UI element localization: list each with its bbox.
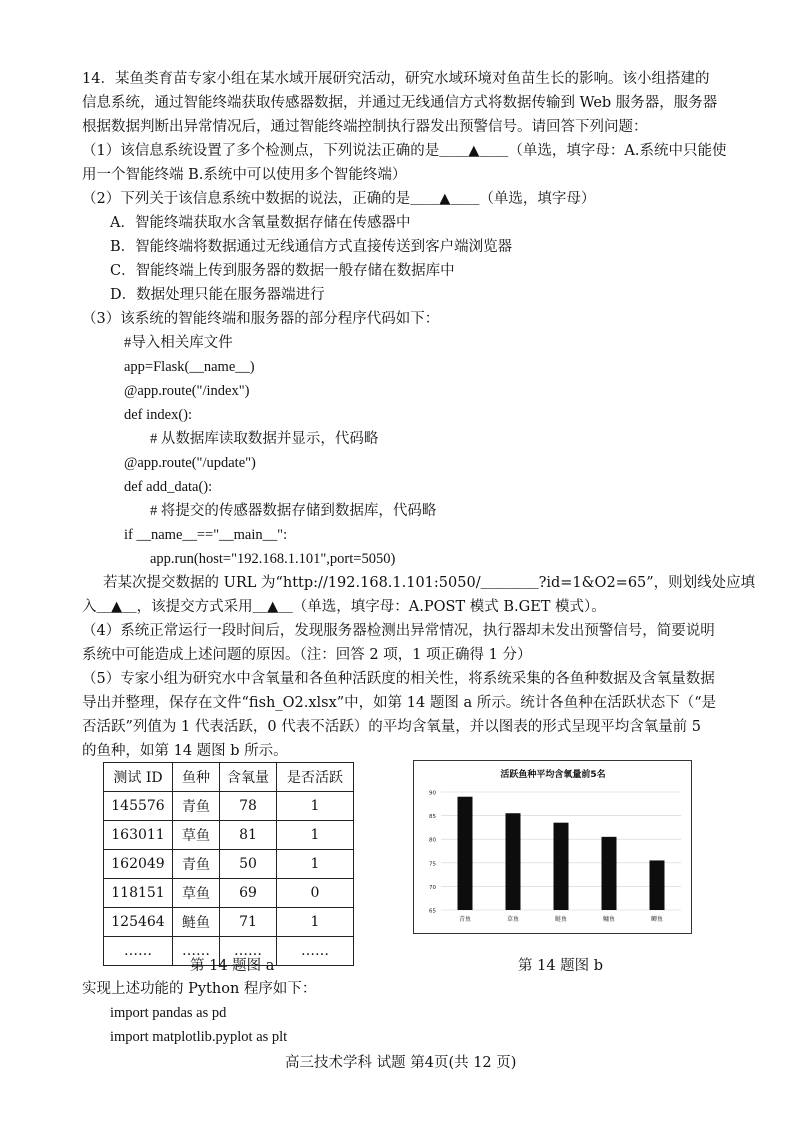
table-cell: 162049 [104, 850, 173, 879]
fish-data-table [103, 762, 354, 966]
table-header-cell: 是否活跃 [277, 763, 354, 792]
x-tick-label: 草鱼 [506, 916, 520, 923]
code-line: @app.route("/update") [124, 455, 256, 471]
table-cell: 青鱼 [173, 850, 220, 879]
code-line: def index(): [124, 407, 193, 423]
table-cell: 0 [277, 879, 354, 908]
code-line: def add_data(): [124, 479, 213, 495]
sub-question-2-stem: （2）下列关于该信息系统中数据的说法，正确的是＿＿▲＿＿（单选，填字母） [82, 191, 596, 207]
table-cell: 草鱼 [173, 879, 220, 908]
table-cell: 71 [220, 908, 277, 937]
table-cell: 1 [277, 850, 354, 879]
x-tick-label: 青鱼 [458, 916, 472, 923]
question-intro-line-1: 14．某鱼类育苗专家小组在某水域开展研究活动，研究水域环境对鱼苗生长的影响。该小组搭建的 [82, 71, 710, 87]
code-line: @app.route("/index") [124, 383, 250, 399]
sub-question-4-line-2: 系统中可能造成上述问题的原因。（注：回答 2 项，1 项正确得 1 分） [82, 647, 532, 663]
sub-question-4-line-1: （4）系统正常运行一段时间后，发现服务器检测出异常情况，执行器却未发出预警信号，简要说明 [82, 623, 715, 639]
table-cell: 145576 [104, 792, 173, 821]
table-cell: 78 [220, 792, 277, 821]
code-line: #导入相关库文件 [124, 335, 233, 351]
table-row [104, 821, 354, 850]
table-cell: …… [220, 937, 277, 966]
sub-question-1-line-1: （1）该信息系统设置了多个检测点，下列说法正确的是＿＿▲＿＿（单选，填字母：A.系统中只能使 [82, 143, 727, 159]
python-intro: 实现上述功能的 Python 程序如下： [82, 981, 317, 997]
bar-2 [506, 813, 521, 910]
table-cell: …… [104, 937, 173, 966]
table-cell: 1 [277, 908, 354, 937]
table-row [104, 908, 354, 937]
table-row [104, 850, 354, 879]
table-cell: 125464 [104, 908, 173, 937]
code-line: # 将提交的传感器数据存储到数据库，代码略 [150, 503, 437, 519]
table-row [104, 792, 354, 821]
bar-4 [602, 837, 617, 910]
table-cell: 1 [277, 821, 354, 850]
sub-question-5-line-4: 的鱼种，如第 14 题图 b 所示。 [82, 743, 288, 759]
table-row [104, 879, 354, 908]
x-tick-label: 鲢鱼 [554, 916, 568, 923]
question-intro-line-3: 根据数据判断出异常情况后，通过智能终端控制执行器发出预警信号。请回答下列问题： [82, 119, 648, 135]
code-line: app=Flask(__name__) [124, 359, 255, 375]
table-header-cell: 鱼种 [173, 763, 220, 792]
sub-question-5-line-3: 否活跃”列值为 1 代表活跃，0 代表不活跃）的平均含氧量，并以图表的形式呈现平均含氧量前 5 [82, 719, 702, 735]
sub-question-5-line-2: 导出并整理，保存在文件“fish_O2.xlsx”中，如第 14 题图 a 所示。统计各鱼种在活跃状态下（“是 [82, 695, 717, 711]
option-a: A．智能终端获取水含氧量数据存储在传感器中 [110, 215, 411, 231]
code-line: import matplotlib.pyplot as plt [110, 1029, 288, 1045]
sub-question-5-line-1: （5）专家小组为研究水中含氧量和各鱼种活跃度的相关性，将系统采集的各鱼种数据及含氧量数据 [82, 671, 715, 687]
figure-b-caption: 第 14 题图 b [518, 958, 604, 974]
x-tick-label: 鲫鱼 [650, 916, 664, 923]
table-header-cell: 测试 ID [104, 763, 173, 792]
option-c: C．智能终端上传到服务器的数据一般存储在数据库中 [110, 263, 455, 279]
y-tick-label: 70 [429, 884, 436, 891]
table-cell: 163011 [104, 821, 173, 850]
page-footer: 高三技术学科 试题 第4页(共 12 页) [285, 1055, 517, 1071]
table-header-row [104, 763, 354, 792]
table-cell: …… [277, 937, 354, 966]
y-tick-label: 85 [429, 814, 436, 821]
y-tick-label: 90 [429, 790, 436, 797]
x-tick-label: 鳙鱼 [602, 916, 616, 923]
table-cell: 青鱼 [173, 792, 220, 821]
y-tick-label: 65 [429, 908, 436, 915]
y-tick-label: 75 [429, 861, 436, 868]
table-cell: 1 [277, 792, 354, 821]
bar-chart [413, 760, 692, 934]
figure-a-caption: 第 14 题图 a [190, 958, 275, 974]
table-cell: 草鱼 [173, 821, 220, 850]
bar-chart-svg [413, 760, 692, 934]
sub-question-3-after-line-1: 若某次提交数据的 URL 为“http://192.168.1.101:5050/＿＿＿＿?id=1&O2=65”，则划线处应填 [103, 575, 756, 591]
table-cell: 118151 [104, 879, 173, 908]
option-d: D．数据处理只能在服务器端进行 [110, 287, 325, 303]
code-line: import pandas as pd [110, 1005, 227, 1021]
sub-question-3-after-line-2: 入＿▲＿，该提交方式采用＿▲＿（单选，填字母：A.POST 模式 B.GET 模式）。 [82, 599, 606, 615]
option-b: B．智能终端将数据通过无线通信方式直接传送到客户端浏览器 [110, 239, 513, 255]
bar-5 [650, 860, 665, 910]
sub-question-3-stem: （3）该系统的智能终端和服务器的部分程序代码如下： [82, 311, 440, 327]
chart-title: 活跃鱼种平均含氧量前5名 [500, 770, 606, 780]
bar-3 [554, 823, 569, 910]
y-tick-label: 80 [429, 837, 436, 844]
table-cell: 50 [220, 850, 277, 879]
code-line: if __name__=="__main__": [124, 527, 288, 543]
question-intro-line-2: 信息系统，通过智能终端获取传感器数据，并通过无线通信方式将数据传输到 Web 服务器，服务器 [82, 95, 718, 111]
table-header-cell: 含氧量 [220, 763, 277, 792]
table-cell: 鲢鱼 [173, 908, 220, 937]
code-line: app.run(host="192.168.1.101",port=5050) [150, 551, 396, 567]
table-cell: 69 [220, 879, 277, 908]
sub-question-1-line-2: 用一个智能终端 B.系统中可以使用多个智能终端） [82, 167, 407, 183]
table-cell: …… [173, 937, 220, 966]
table-cell: 81 [220, 821, 277, 850]
bar-1 [458, 797, 473, 910]
code-line: # 从数据库读取数据并显示，代码略 [150, 431, 379, 447]
